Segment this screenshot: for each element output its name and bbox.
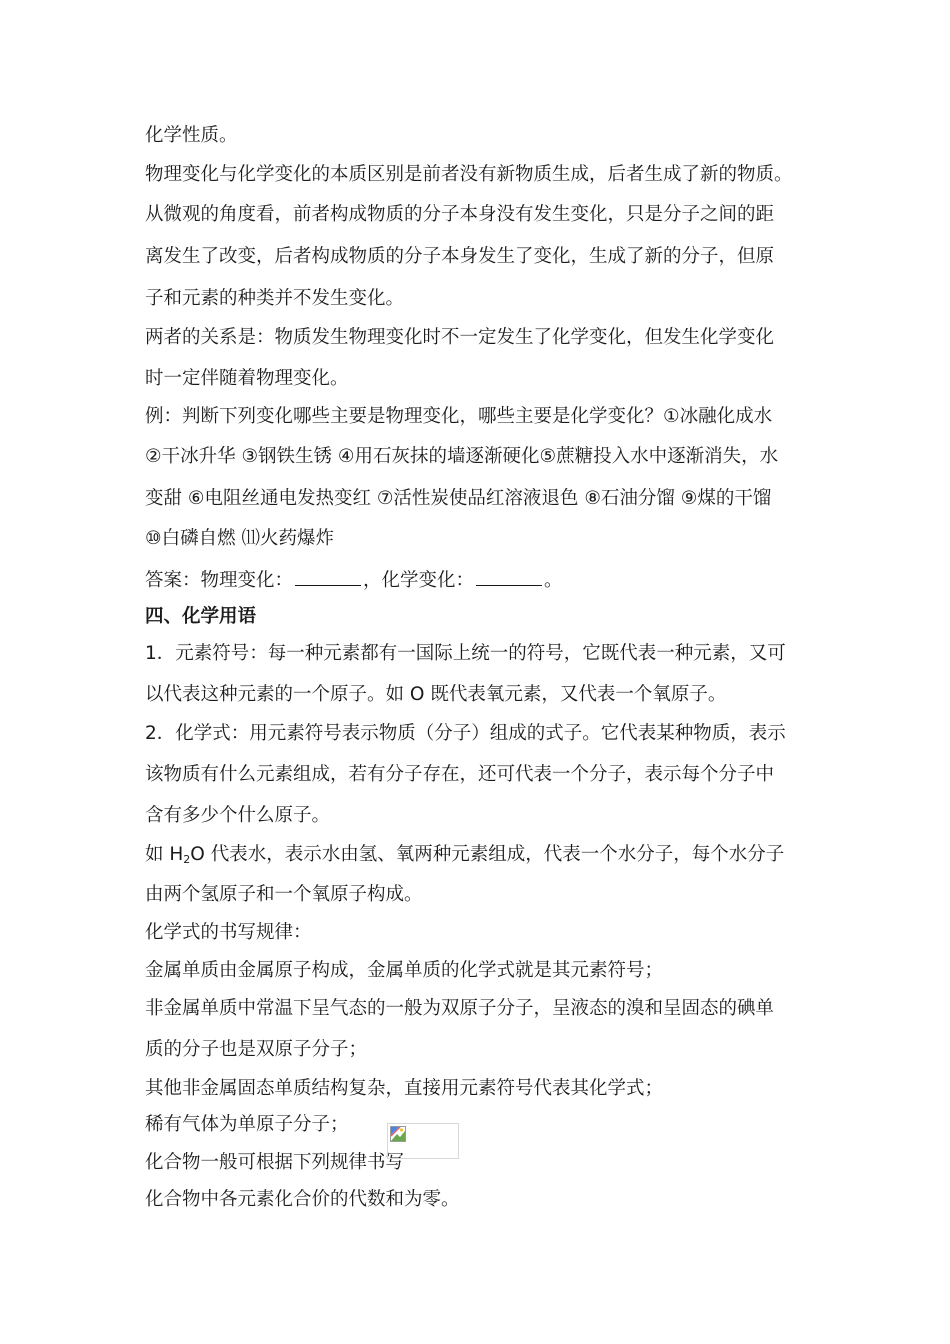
- chemical-change-blank[interactable]: [476, 567, 542, 586]
- text-line: 质的分子也是双原子分子；: [145, 1039, 368, 1060]
- text-line: 变甜 ⑥电阻丝通电发热变红 ⑦活性炭使品红溶液退色 ⑧石油分馏 ⑨煤的干馏: [145, 488, 772, 509]
- text-line: 以代表这种元素的一个原子。如 O 既代表氧元素，又代表一个氧原子。: [145, 684, 727, 705]
- section-heading: 四、化学用语: [145, 606, 257, 627]
- formula-rest: O 代表水，表示水由氢、氧两种元素组成，代表一个水分子，每个水分子: [190, 844, 785, 865]
- text-line: 化学式的书写规律：: [145, 922, 312, 943]
- text-line: 例：判断下列变化哪些主要是物理变化，哪些主要是化学变化？①冰融化成水: [145, 406, 773, 427]
- water-formula-line: [145, 843, 784, 867]
- physical-change-blank[interactable]: [295, 567, 361, 586]
- text-line: 离发生了改变，后者构成物质的分子本身发生了变化，生成了新的分子，但原: [145, 246, 775, 267]
- text-line: 其他非金属固态单质结构复杂，直接用元素符号代表其化学式；: [145, 1078, 664, 1099]
- text-line: ②干冰升华 ③钢铁生锈 ④用石灰抹的墙逐渐硬化⑤蔗糖投入水中逐渐消失，水: [145, 446, 779, 467]
- text-line: 时一定伴随着物理变化。: [145, 368, 349, 389]
- text-line: 由两个氢原子和一个氧原子构成。: [145, 884, 423, 905]
- text-line: 从微观的角度看，前者构成物质的分子本身没有发生变化，只是分子之间的距: [145, 204, 775, 225]
- text-line: 含有多少个什么原子。: [145, 805, 331, 826]
- answer-mid: ，化学变化：: [363, 570, 475, 591]
- broken-image-placeholder: [387, 1123, 459, 1159]
- answer-line: [145, 567, 563, 593]
- text-line: 稀有气体为单原子分子；: [145, 1114, 349, 1135]
- text-line: 2．化学式：用元素符号表示物质（分子）组成的式子。它代表某种物质，表示: [145, 723, 786, 744]
- text-line: 物理变化与化学变化的本质区别是前者没有新物质生成，后者生成了新的物质。: [145, 164, 793, 185]
- broken-image-icon: [390, 1126, 406, 1142]
- text-line: 化学性质。: [145, 125, 238, 146]
- text-line: ⑩白磷自燃 ⑾火药爆炸: [145, 528, 334, 549]
- text-line: 两者的关系是：物质发生物理变化时不一定发生了化学变化，但发生化学变化: [145, 327, 775, 348]
- answer-end: 。: [544, 570, 563, 591]
- text-line: 金属单质由金属原子构成，金属单质的化学式就是其元素符号；: [145, 960, 664, 981]
- text-line: 该物质有什么元素组成，若有分子存在，还可代表一个分子，表示每个分子中: [145, 764, 775, 785]
- text-line: 1．元素符号：每一种元素都有一国际上统一的符号，它既代表一种元素，又可: [145, 643, 786, 664]
- text-line: 子和元素的种类并不发生变化。: [145, 288, 405, 309]
- text-line: 化合物中各元素化合价的代数和为零。: [145, 1189, 460, 1210]
- formula-subscript: 2: [183, 853, 191, 866]
- formula-prefix: 如 H: [145, 844, 184, 865]
- text-line: 化合物一般可根据下列规律书写: [145, 1152, 405, 1173]
- text-line: 非金属单质中常温下呈气态的一般为双原子分子，呈液态的溴和呈固态的碘单: [145, 998, 775, 1019]
- answer-prefix: 答案：物理变化：: [145, 570, 294, 591]
